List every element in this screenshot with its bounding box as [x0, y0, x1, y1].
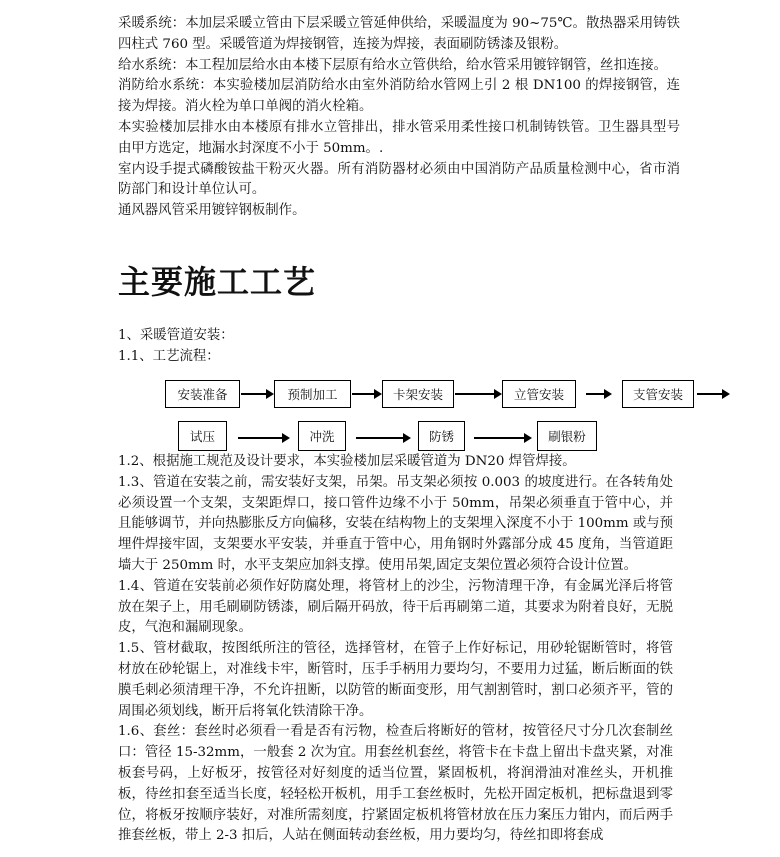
paragraph-1-5: 1.5、管材截取，按图纸所注的管径，选择管材，在管子上作好标记，用砂轮锯断管时，将管材放在砂轮锯上，对准线卡牢，断管时，压手手柄用力要均匀，不要用力过猛，断后断面的铁膜毛刺必须清理干净，不允许扭断，以防管的断面变形，用气割割管时，割口必须齐平，管的周围必须划线，断开后将氧化铁清除干净。	[118, 641, 673, 719]
flow-step-pressure-test: 试压	[178, 421, 227, 451]
flow-step-prepare: 安装准备	[165, 380, 240, 408]
intro-extinguisher: 室内设手提式磷酸铵盐干粉灭火器。所有消防器材必须由中国消防产品质量检测中心，省市消防部门和设计单位认可。	[118, 161, 680, 198]
flow-step-silver-paint: 刷银粉	[537, 421, 597, 451]
flow-arrow	[238, 433, 290, 443]
intro-ventilation: 通风器风管采用镀锌钢板制作。	[118, 203, 306, 219]
item-1-title: 1、采暖管道安装：	[118, 328, 234, 343]
flow-arrow	[586, 389, 612, 399]
flow-step-antirust: 防锈	[418, 421, 465, 451]
paragraph-1-6: 1.6、套丝：套丝时必须看一看是否有污物，检查后将断好的管材，按管径尺寸分几次套制丝口：管径 15-32mm，一般套 2 次为宜。用套丝机套丝，将管卡在卡盘上留出卡盘夹紧，对准板套号码，上好板牙，按管径对好刻度的适当位置，紧固板机，将润滑油对准丝头，开机推板，待丝扣套至适当长度，轻轻松开板机，用手工套丝板时，先松开固定板机，把标盘退到零位，将板牙按顺序装好，对准所需刻度，拧紧固定板机将管材放在压力案压力钳内，而后两手推套丝板，带上 2-3 扣后，人站在侧面转动套丝板，用力要均匀，待丝扣即将套成	[118, 724, 673, 844]
paragraph-1-4: 1.4、管道在安装前必须作好防腐处理，将管材上的沙尘，污物清理干净，有金属光泽后将管放在架子上，用毛刷刷防锈漆，刷后隔开码放，待干后再刷第二道，其要求为附着良好，无脱皮，气泡和漏刷现象。	[118, 578, 673, 636]
intro-water-supply: 给水系统：本工程加层给水由本楼下层原有给水立管供给，给水管采用镀锌钢管，丝扣连接。	[118, 57, 668, 73]
flow-step-branch: 支管安装	[622, 380, 694, 408]
flow-arrow	[356, 433, 411, 443]
flow-arrow	[241, 389, 274, 399]
item-1-1-title: 1.1、工艺流程：	[118, 348, 220, 364]
process-details	[118, 452, 673, 847]
intro-drainage: 本实验楼加层排水由本楼原有排水立管排出，排水管采用柔性接口机制铸铁管。卫生器具型号由甲方选定，地漏水封深度不小于 50mm。.	[118, 119, 680, 156]
paragraph-1-2: 1.2、根据施工规范及设计要求，本实验楼加层采暖管道为 DN20 焊管焊接。	[118, 454, 576, 469]
intro-fire-water: 消防给水系统：本实验楼加层消防给水由室外消防给水管网上引 2 根 DN100 的焊接钢管，连接为焊接。消火栓为单口单阀的消火栓箱。	[118, 78, 680, 115]
flow-arrow	[697, 389, 730, 399]
flow-arrow	[474, 433, 532, 443]
paragraph-1-3: 1.3、管道在安装之前，需安装好支架，吊架。吊支架必须按 0.003 的坡度进行。在各转角处必须设置一个支架，支架距焊口，接口管件边缘不小于 50mm，吊架必须垂直于管中心，并且能够调节，并向热膨胀反方向偏移，安装在结构物上的支架埋入深度不小于 100mm 或与预埋件焊接牢固，支架要水平安装，并垂直于管中心，用角钢时外露部分成 45 度角，当管道距墙大于 250mm 时，水平支架应加斜支撑。使用吊架,固定支架位置必须符合设计位置。	[118, 474, 673, 573]
flow-arrow	[352, 389, 382, 399]
flow-step-bracket: 卡架安装	[382, 380, 454, 408]
item-1	[118, 326, 680, 368]
section-heading: 主要施工工艺	[118, 263, 317, 301]
intro-section	[118, 14, 680, 222]
flow-step-riser: 立管安装	[502, 380, 576, 408]
flow-step-prefab: 预制加工	[274, 380, 351, 408]
flow-arrow	[455, 389, 502, 399]
intro-heating: 采暖系统：本加层采暖立管由下层采暖立管延伸供给，采暖温度为 90~75℃。散热器采用铸铁四柱式 760 型。采暖管道为焊接钢管，连接为焊接，表面刷防锈漆及银粉。	[118, 16, 680, 52]
flow-step-flush: 冲洗	[298, 421, 346, 451]
